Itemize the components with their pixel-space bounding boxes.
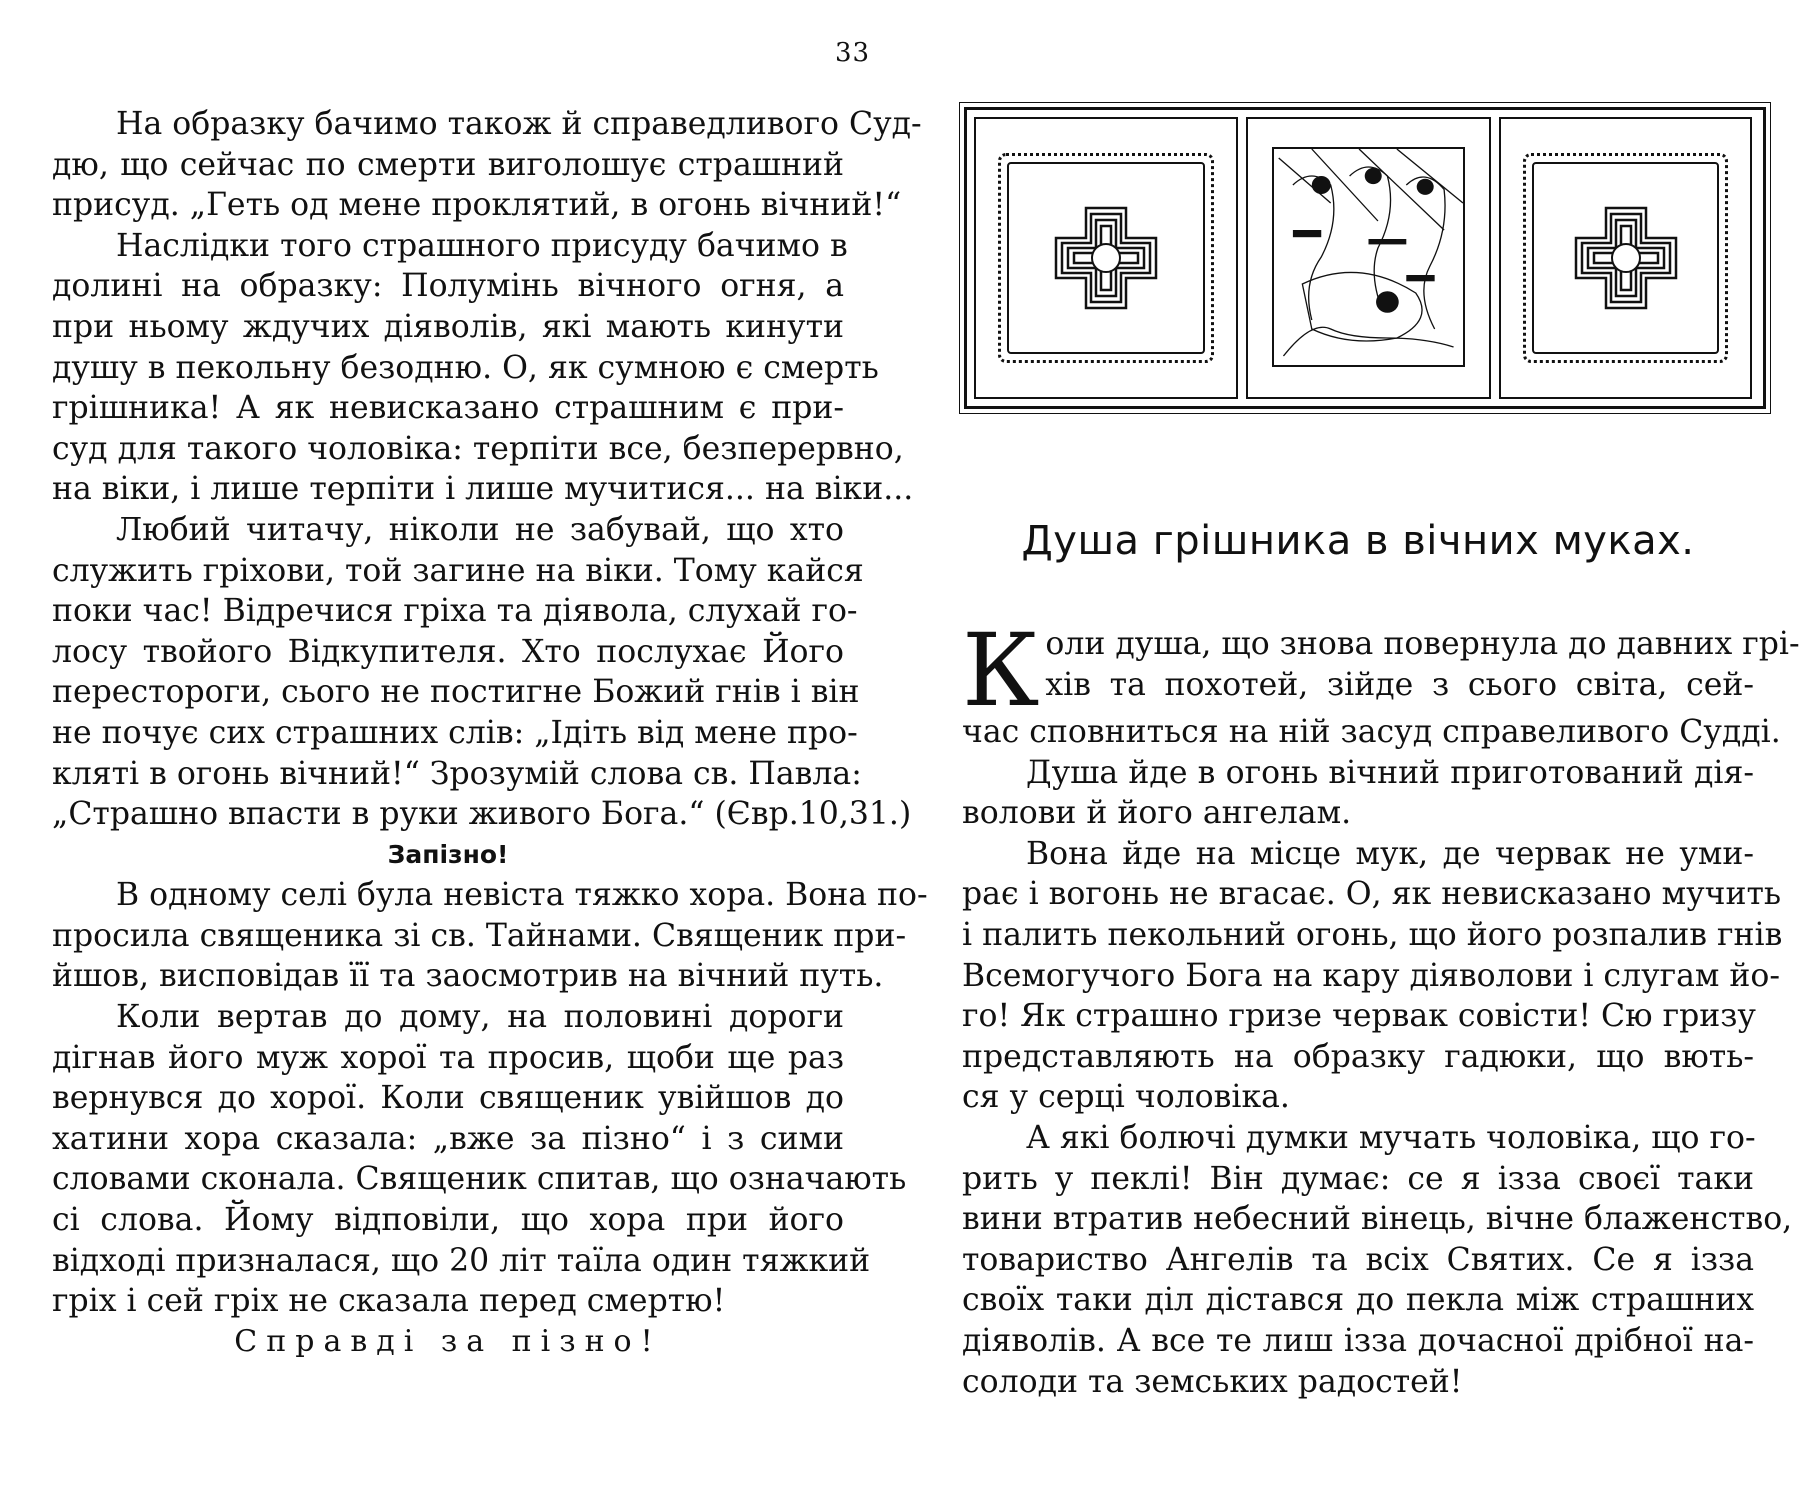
text-line: солоди та земських радостей!	[962, 1363, 1463, 1400]
text-line: товариство Ангелів та всіх Святих. Се я ізза	[962, 1241, 1754, 1278]
text-line: долині на образку: Полумінь вічного огня, а	[52, 268, 844, 305]
text-line: йшов, висповідав її та заосмотрив на вічний путь.	[52, 958, 884, 995]
text-line: А які болючі думки мучать чоловіка, що го-	[1026, 1119, 1756, 1156]
text-line: на віки, і лише терпіти і лише мучитися... на віки...	[52, 471, 914, 508]
chapter-title: Душа грішника в вічних муках.	[1021, 518, 1695, 564]
text-line: вини втратив небесний вінець, вічне блаженство,	[962, 1201, 1793, 1238]
text-line: не почує сих страшних слів: „Ідіть від мене про-	[52, 714, 858, 751]
text-line: го! Як страшно гризе червак совісти! Сю гризу	[962, 998, 1756, 1035]
text-line: служить гріхови, той загине на віки. Тому кайся	[52, 552, 864, 589]
text-line: словами сконала. Священик спитав, що означають	[52, 1161, 907, 1198]
text-line: душу в пекольну безодню. О, як сумною є смерть	[52, 349, 879, 386]
text-line: дю, що сейчас по смерти виголошує страшний	[52, 146, 844, 183]
text-line: відході призналася, що 20 літ таїла один тяжкий	[52, 1242, 871, 1279]
text-line: і палить пекольний огонь, що його розпалив гнів	[962, 916, 1783, 953]
text-line: рає і вогонь не вгасає. О, як невисказано мучить	[962, 876, 1782, 913]
text-line: ся у серці чоловіка.	[962, 1079, 1290, 1116]
story-subheading: Запізно!	[387, 839, 509, 869]
text-line: вернувся до хорої. Коли священик увійшов до	[52, 1080, 844, 1117]
text-line: дігнав його муж хорої та просив, щоби ще раз	[52, 1039, 844, 1076]
text-line: Любий читачу, ніколи не забувай, що хто	[116, 511, 844, 548]
engraving-panel	[1246, 117, 1491, 399]
paragraph-right	[962, 612, 1800, 1402]
text-line: В одному селі була невіста тяжко хора. Вона по-	[116, 877, 928, 914]
text-line: сі слова. Йому відповіли, що хора при його	[52, 1202, 844, 1239]
text-line: хатини хора сказала: „вже за пізно“ і з сими	[52, 1120, 844, 1157]
closing-line: Справді за пізно!	[234, 1323, 662, 1359]
text-line: волови й його ангелам.	[962, 795, 1352, 832]
text-line: Всемогучого Бога на кару діяволови і слугам йо-	[962, 957, 1781, 994]
text-line: хів та похотей, зійде з сього світа, сей-	[1045, 666, 1754, 703]
text-line: діяволів. А все те лиш ізза дочасної дрібної на-	[962, 1322, 1754, 1359]
illustration-frame	[964, 107, 1766, 409]
paragraph-1	[52, 104, 928, 1362]
text-line: грішника! А як невисказано страшним є при-	[52, 390, 844, 427]
text-line: На образку бачимо також й справедливого Суд-	[116, 106, 922, 142]
text-line: рить у пеклі! Він думає: се я ізза своєї таки	[962, 1160, 1754, 1197]
text-line: час сповниться на ній засуд справеливого Судді.	[962, 714, 1781, 750]
text-line: своїх таки діл дістався до пекла між страшних	[962, 1282, 1754, 1319]
text-line: при ньому ждучих діяволів, які мають кинути	[52, 308, 844, 345]
dropcap-letter: К	[962, 612, 1040, 729]
text-line: перестороги, сього не постигне Божий гнів і він	[52, 674, 860, 711]
text-line: кляті в огонь вічний!“ Зрозумій слова св. Павла:	[52, 755, 862, 792]
text-line: „Страшно впасти в руки живого Бога.“ (Євр.10,31.)	[52, 796, 912, 833]
page-number: 33	[835, 38, 871, 68]
text-line: Вона йде на місце мук, де червак не уми-	[1026, 835, 1754, 872]
ornament-cross-icon	[1046, 198, 1166, 318]
engraving-scene-image	[1272, 147, 1465, 367]
text-line: суд для такого чоловіка: терпіти все, безперервно,	[52, 430, 904, 467]
text-line: просила священика зі св. Тайнами. Священик при-	[52, 917, 907, 954]
text-line: лосу твойого Відкупителя. Хто послухає Його	[52, 633, 844, 670]
text-line: Наслідки того страшного присуду бачимо в	[116, 227, 848, 264]
text-line: представляють на образку гадюки, що вють-	[962, 1038, 1754, 1075]
text-line: гріх і сей гріх не сказала перед смертю!	[52, 1283, 726, 1320]
text-line: присуд. „Геть од мене проклятий, в огонь вічний!“	[52, 187, 902, 224]
ornament-cross-icon	[1566, 198, 1686, 318]
text-line: Душа йде в огонь вічний приготований дія-	[1026, 754, 1754, 791]
text-line: Коли вертав до дому, на половині дороги	[116, 999, 844, 1036]
text-line: поки час! Відречися гріха та діявола, слухай го-	[52, 593, 858, 630]
ornament-panel-right	[1499, 117, 1752, 399]
ornament-panel-left	[974, 117, 1238, 399]
text-line: оли душа, що знова повернула до давних грі-	[1045, 626, 1800, 662]
